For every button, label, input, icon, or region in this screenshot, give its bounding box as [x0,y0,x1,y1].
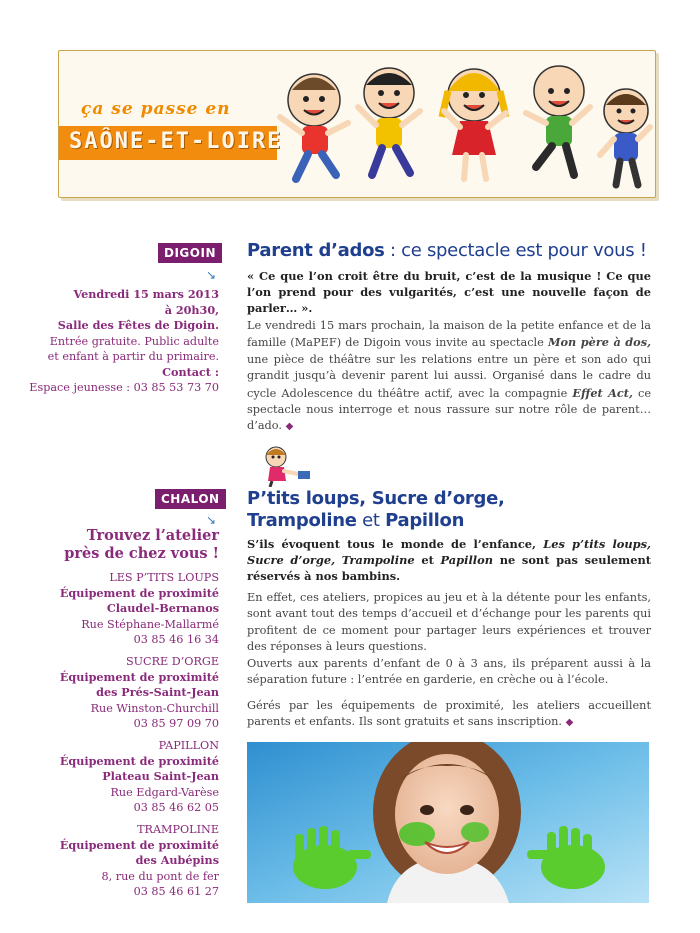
digoin-title-bold: Parent d’ados [247,240,385,261]
place-line1: Équipement de proximité [59,837,219,852]
digoin-body-part-2: une pièce de théâtre sur les relations entre un père et son ado qui grandit jusqu’à devenir parent lui aussi. Organisé dans le cadre du cycle Adolescence du théâtre actif, avec la compagnie [247,352,651,400]
place-line1: Équipement de proximité [59,669,219,684]
place-papillon [19,738,219,816]
chalon-article-title [247,488,657,532]
chalon-side-heading-2: près de chez vous ! [64,545,219,562]
place-phone: 03 85 46 61 27 [133,885,219,898]
place-name: SUCRE D’ORGE [125,655,219,668]
place-street: Rue Stéphane-Mallarmé [81,617,219,631]
place-line2: des Aubépins [135,853,219,867]
digoin-contact-label: Contact : [162,364,219,379]
jumping-children-illustration [274,55,654,195]
digoin-company: Effet Act, [572,385,633,400]
digoin-info-1: Entrée gratuite. Public adulte [49,334,219,348]
chalon-lead-names: Les p’tits loups, Sucre d’orge, Trampoline [247,537,652,567]
chalon-lead-part-3: ne sont pas seulement réservés à nos bambins. [247,553,651,583]
chalon-title-papillon: Papillon [385,510,465,531]
digoin-info-2: et enfant à partir du primaire. [47,350,219,363]
chalon-arrow-icon: ↘ [206,513,217,527]
place-street: Rue Winston-Churchill [90,701,219,715]
digoin-contact: Espace jeunesse : 03 85 53 73 70 [29,381,219,394]
chalon-para-3 [247,698,651,732]
digoin-date: Vendredi 15 mars 2013 [73,287,219,301]
place-les-ptits-loups [19,570,219,648]
chalon-lead-papillon: Papillon [440,553,493,567]
place-phone: 03 85 46 16 34 [133,633,219,646]
place-phone: 03 85 97 09 70 [133,717,219,730]
digoin-body-part-1: Le vendredi 15 mars prochain, la maison de la petite enfance et de la famille (MaPEF) de Digoin vous invite au spectacle [247,319,651,350]
digoin-body [247,318,651,436]
header-banner [58,50,656,198]
chalon-para-3-text: Gérés par les équipements de proximité, les ateliers accueillent parents et enfants. Ils sont gratuits et sans inscription. [247,699,651,729]
digoin-show-title: Mon père à dos, [548,335,652,350]
digoin-article-title [247,240,657,262]
small-child-illustration [258,443,316,487]
chalon-title-line-1: P’tits loups, Sucre d’orge, [247,488,505,509]
place-line1: Équipement de proximité [59,585,219,600]
chalon-side-heading-1: Trouvez l’atelier [86,527,219,544]
digoin-title-rest: : ce spectacle est pour vous ! [384,240,647,261]
digoin-venue: Salle des Fêtes de Digoin. [57,318,219,332]
chalon-title-and: et [356,510,386,531]
chalon-lead-part-1: S’ils évoquent tous le monde de l’enfance, [247,537,544,551]
place-name: LES P’TITS LOUPS [109,571,219,584]
place-trampoline [19,822,219,900]
digoin-badge: DIGOIN [158,243,222,263]
place-line2: Plateau Saint-Jean [102,769,219,783]
chalon-lead [247,536,651,584]
digoin-event-info [29,287,219,396]
chalon-lead-part-2: et [414,553,441,567]
digoin-time: à 20h30, [164,302,219,317]
child-painted-hands-photo [247,742,649,903]
place-street: Rue Edgard-Varèse [110,785,219,799]
chalon-badge: CHALON [155,489,226,509]
place-phone: 03 85 46 62 05 [133,801,219,814]
digoin-body-part-3: ce spectacle nous interroge et nous rassure sur notre rôle de parent… d’ado. [247,386,652,433]
place-street: 8, rue du pont de fer [101,869,219,883]
chalon-para-2: Ouverts aux parents d’enfant de 0 à 3 ans, ils préparent aussi à la séparation future : l’entrée en garderie, en crèche ou à l’école. [247,657,651,687]
digoin-lead: « Ce que l’on croit être du bruit, c’est de la musique ! Ce que l’on prend pour des vulgarités, c’est une nouvelle façon de parler… ». [247,269,651,315]
banner-region-title: SAÔNE-ET-LOIRE [69,129,283,154]
end-diamond-icon: ◆ [285,421,294,433]
place-line2: Claudel-Bernanos [106,601,219,615]
chalon-side-heading [19,527,219,563]
place-name: TRAMPOLINE [137,823,219,836]
chalon-para-1: En effet, ces ateliers, propices au jeu et à la détente pour les enfants, sont avant tout des temps d’accueil et d’échange pour les parents qui profitent de ce moment pour partager leurs expériences et trouver des réponses à leurs questions. [247,591,651,654]
end-diamond-icon: ◆ [565,717,574,729]
chalon-title-trampoline: Trampoline [247,510,357,531]
place-sucre-dorge [19,654,219,732]
banner-tagline: ça se passe en [81,99,231,119]
place-line1: Équipement de proximité [59,753,219,768]
place-line2: des Prés-Saint-Jean [96,685,219,699]
digoin-arrow-icon: ↘ [206,268,217,282]
place-name: PAPILLON [158,739,219,752]
child-photo-illustration [247,742,649,903]
